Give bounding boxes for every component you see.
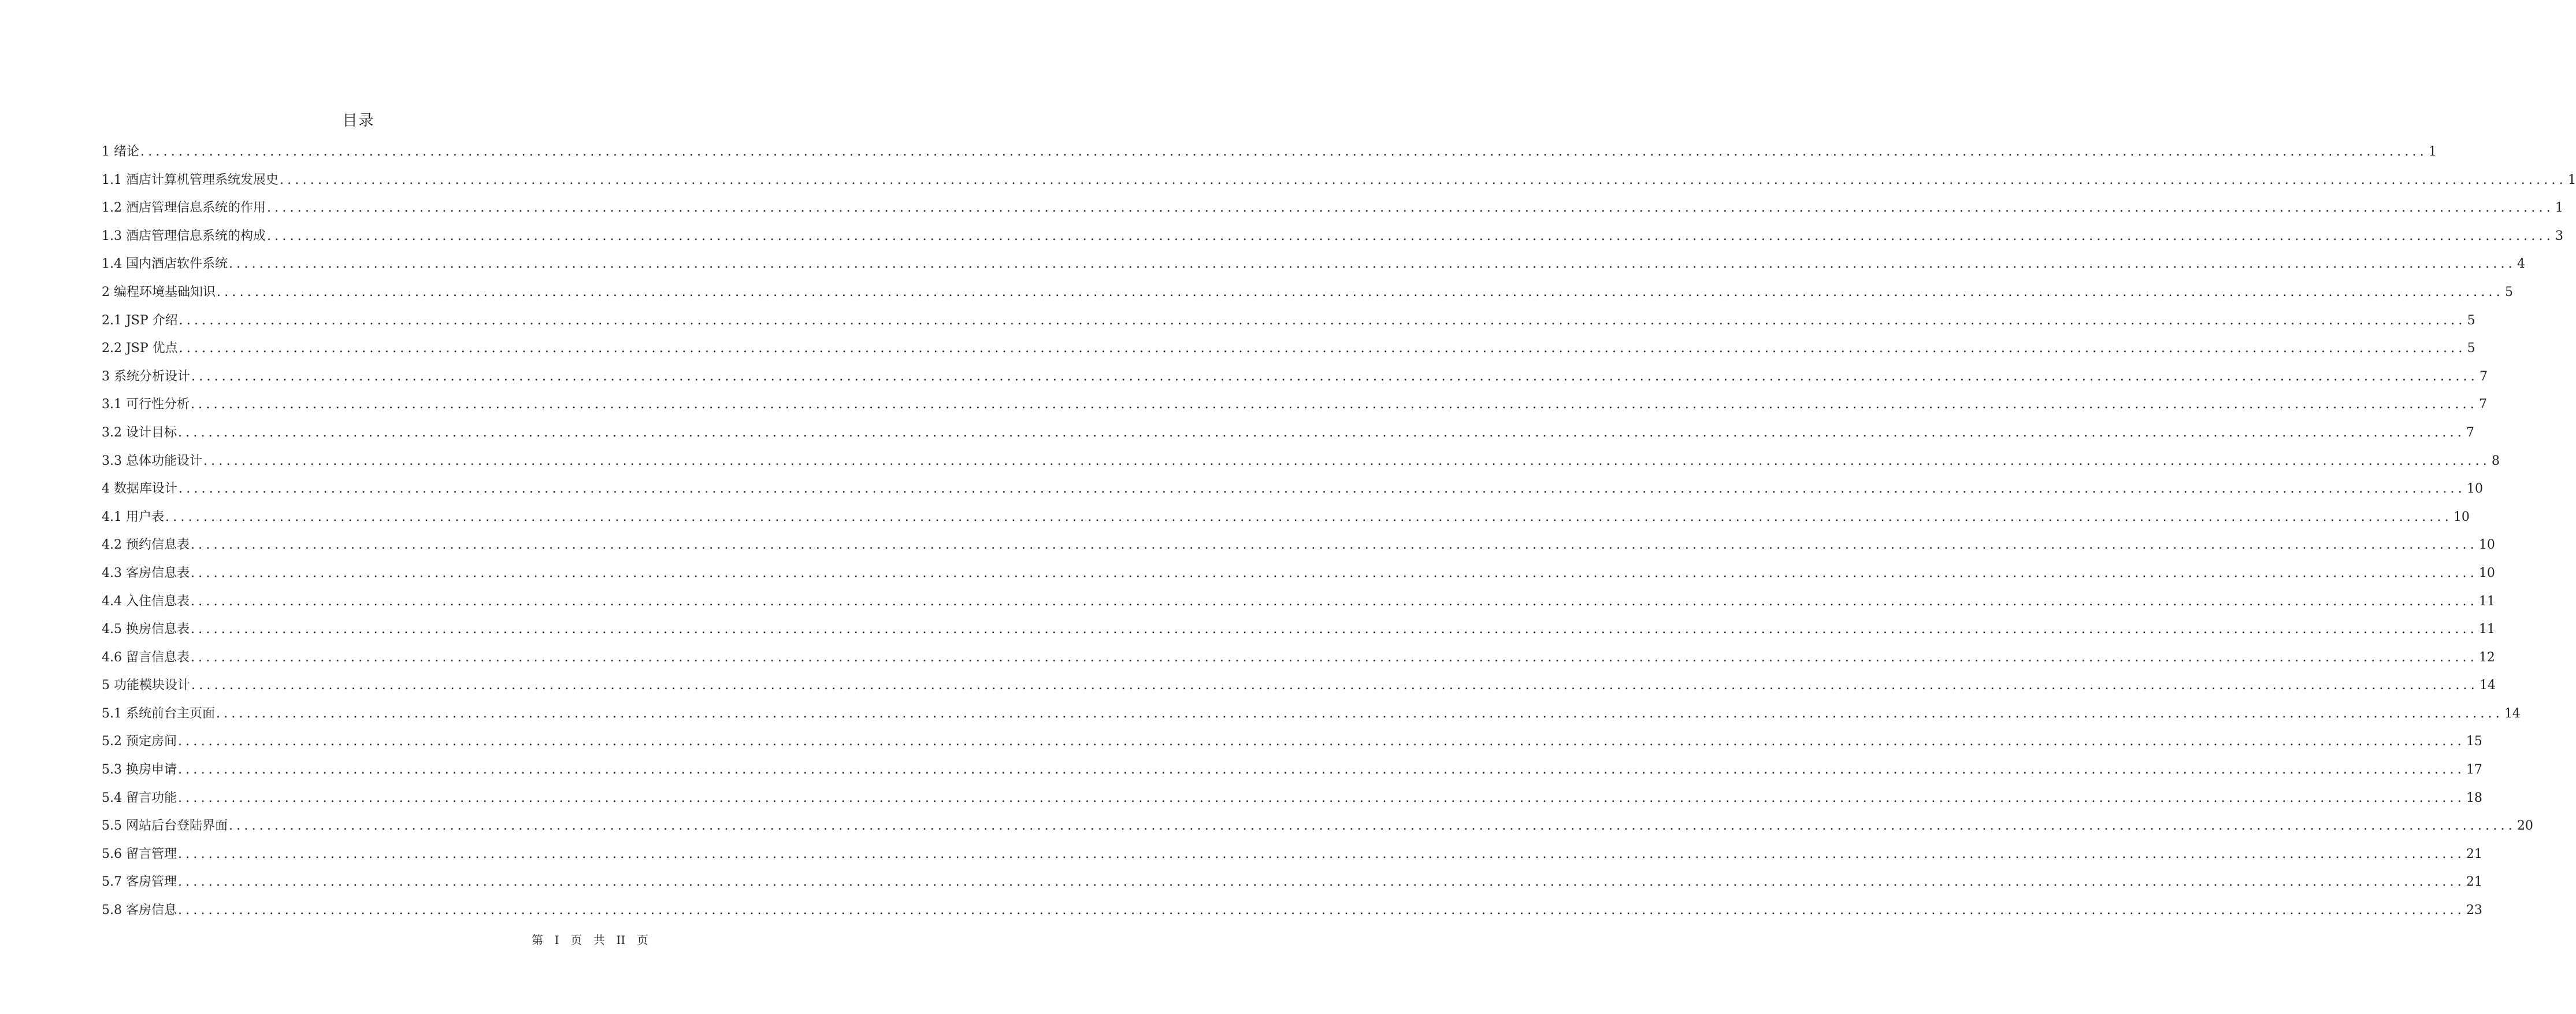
- toc-entry: [102, 677, 2496, 705]
- toc-entry-page: 5: [2467, 313, 2475, 328]
- toc-dot-leader: ............................................................................................................................................................................................................................................................................................................: [266, 228, 2554, 243]
- toc-dot-leader: ............................................................................................................................................................................................................................................................................................................: [179, 482, 2466, 497]
- toc-entry-label: 4 数据库设计: [102, 482, 177, 497]
- footer-total-number: II: [616, 933, 626, 947]
- toc-entry: [102, 396, 2487, 424]
- toc-entry-label: 3.3 总体功能设计: [102, 453, 202, 468]
- toc-entry-label: 5.7 客房管理: [102, 875, 177, 890]
- footer-page-number: I: [554, 933, 559, 947]
- toc-entry-label: 4.6 留言信息表: [102, 650, 190, 665]
- toc-dot-leader: ............................................................................................................................................................................................................................................................................................................: [190, 622, 2478, 637]
- toc-entry-page: 10: [2466, 482, 2483, 497]
- toc-entry: [102, 368, 2488, 397]
- toc-entry-label: 1.4 国内酒店软件系统: [102, 257, 228, 272]
- toc-entry-label: 3.2 设计目标: [102, 425, 177, 440]
- toc-dot-leader: ............................................................................................................................................................................................................................................................................................................: [177, 763, 2465, 778]
- toc-entry-label: 1.3 酒店管理信息系统的构成: [102, 228, 266, 243]
- toc-entry-label: 5.8 客房信息: [102, 903, 177, 918]
- toc-entry-page: 8: [2491, 453, 2500, 468]
- toc-entry: [102, 536, 2495, 565]
- toc-dot-leader: ............................................................................................................................................................................................................................................................................................................: [177, 846, 2465, 861]
- toc-dot-leader: ............................................................................................................................................................................................................................................................................................................: [228, 819, 2516, 834]
- toc-entry-page: 10: [2453, 509, 2470, 524]
- toc-entry: [102, 228, 2563, 256]
- toc-entry: [102, 312, 2475, 341]
- toc-entry-page: 11: [2478, 594, 2495, 609]
- toc-dot-leader: ............................................................................................................................................................................................................................................................................................................: [266, 201, 2554, 216]
- toc-entry: [102, 172, 2576, 200]
- toc-dot-leader: ............................................................................................................................................................................................................................................................................................................: [140, 145, 2427, 159]
- toc-entry-page: 15: [2466, 734, 2482, 749]
- toc-entry-label: 1 绪论: [102, 145, 139, 159]
- toc-entry-label: 5.3 换房申请: [102, 763, 177, 778]
- toc-dot-leader: ............................................................................................................................................................................................................................................................................................................: [177, 903, 2465, 918]
- toc-entry: [102, 480, 2483, 509]
- toc-entry: [102, 284, 2513, 312]
- toc-entry: [102, 874, 2482, 902]
- toc-entry-label: 1.1 酒店计算机管理系统发展史: [102, 172, 279, 187]
- toc-entry-page: 4: [2516, 257, 2525, 272]
- toc-entry-label: 2 编程环境基础知识: [102, 284, 216, 299]
- toc-entry-label: 3.1 可行性分析: [102, 397, 190, 412]
- toc-entry-page: 1: [2567, 172, 2576, 187]
- toc-entry-page: 7: [2479, 369, 2488, 384]
- toc-entry-page: 7: [2466, 425, 2474, 440]
- toc-entry-page: 21: [2466, 846, 2482, 861]
- toc-entry-page: 18: [2466, 790, 2482, 805]
- toc-entry-page: 5: [2504, 284, 2513, 299]
- footer-page-prefix: 第: [532, 933, 543, 947]
- toc-entry: [102, 846, 2482, 874]
- toc-entry: [102, 256, 2525, 284]
- toc-entry: [102, 733, 2482, 761]
- toc-dot-leader: ............................................................................................................................................................................................................................................................................................................: [228, 257, 2516, 272]
- toc-entry-page: 3: [2555, 228, 2563, 243]
- toc-entry: [102, 902, 2482, 930]
- toc-entry-page: 7: [2478, 397, 2487, 412]
- toc-dot-leader: ............................................................................................................................................................................................................................................................................................................: [165, 509, 2452, 524]
- footer-total-prefix: 共: [593, 933, 605, 947]
- toc-entry-label: 2.2 JSP 优点: [102, 341, 178, 356]
- toc-entry-page: 14: [2479, 678, 2496, 693]
- toc-entry: [102, 817, 2533, 846]
- toc-dot-leader: ............................................................................................................................................................................................................................................................................................................: [279, 172, 2567, 187]
- toc-entry: [102, 761, 2482, 790]
- toc-entry-label: 3 系统分析设计: [102, 369, 190, 384]
- toc-dot-leader: ............................................................................................................................................................................................................................................................................................................: [177, 875, 2465, 890]
- toc-dot-leader: ............................................................................................................................................................................................................................................................................................................: [177, 734, 2465, 749]
- toc-entry-page: 23: [2466, 903, 2482, 918]
- toc-dot-leader: ............................................................................................................................................................................................................................................................................................................: [203, 453, 2490, 468]
- toc-dot-leader: ............................................................................................................................................................................................................................................................................................................: [217, 284, 2504, 299]
- toc-entry: [102, 565, 2495, 593]
- toc-entry-label: 4.2 预约信息表: [102, 538, 190, 553]
- toc-entry: [102, 790, 2482, 818]
- toc-entry-page: 20: [2516, 819, 2533, 834]
- toc-entry-page: 1: [2555, 201, 2563, 216]
- toc-entry-page: 11: [2478, 622, 2495, 637]
- toc-entry: [102, 424, 2474, 453]
- toc-entry-page: 17: [2466, 763, 2482, 778]
- toc-entry-label: 4.3 客房信息表: [102, 565, 190, 580]
- toc-dot-leader: ............................................................................................................................................................................................................................................................................................................: [190, 397, 2478, 412]
- toc-entry-label: 4.1 用户表: [102, 509, 164, 524]
- page-title: 目录: [342, 112, 375, 129]
- toc-dot-leader: ............................................................................................................................................................................................................................................................................................................: [179, 313, 2466, 328]
- toc-entry-page: 10: [2478, 565, 2495, 580]
- page-footer: [532, 932, 648, 948]
- toc-dot-leader: ............................................................................................................................................................................................................................................................................................................: [191, 369, 2478, 384]
- toc-entry: [102, 340, 2475, 368]
- toc-dot-leader: ............................................................................................................................................................................................................................................................................................................: [190, 650, 2478, 665]
- toc-entry-label: 2.1 JSP 介绍: [102, 313, 178, 328]
- toc-entry-label: 1.2 酒店管理信息系统的作用: [102, 201, 266, 216]
- toc-entry-page: 12: [2478, 650, 2495, 665]
- toc-entry-page: 1: [2428, 145, 2437, 159]
- toc-entry-page: 10: [2478, 538, 2495, 553]
- toc-entry-label: 5.6 留言管理: [102, 846, 177, 861]
- toc-dot-leader: ............................................................................................................................................................................................................................................................................................................: [190, 538, 2478, 553]
- toc-entry: [102, 705, 2521, 734]
- toc-dot-leader: ............................................................................................................................................................................................................................................................................................................: [179, 341, 2466, 356]
- footer-total-suffix: 页: [637, 933, 648, 947]
- toc-entry: [102, 143, 2437, 172]
- toc-dot-leader: ............................................................................................................................................................................................................................................................................................................: [190, 594, 2478, 609]
- toc-dot-leader: ............................................................................................................................................................................................................................................................................................................: [191, 678, 2478, 693]
- toc-entry-label: 4.5 换房信息表: [102, 622, 190, 637]
- toc-entry: [102, 621, 2495, 649]
- toc-entry: [102, 593, 2495, 621]
- toc-entry-label: 5.5 网站后台登陆界面: [102, 819, 228, 834]
- toc-entry: [102, 649, 2495, 678]
- toc-dot-leader: ............................................................................................................................................................................................................................................................................................................: [190, 565, 2478, 580]
- toc-entry-page: 5: [2467, 341, 2475, 356]
- footer-page-suffix: 页: [570, 933, 582, 947]
- toc-dot-leader: ............................................................................................................................................................................................................................................................................................................: [216, 706, 2503, 721]
- toc-entry: [102, 453, 2500, 481]
- toc-entry: [102, 199, 2563, 228]
- toc-entry: [102, 509, 2470, 537]
- toc-entry-page: 21: [2466, 875, 2482, 890]
- toc-dot-leader: ............................................................................................................................................................................................................................................................................................................: [177, 425, 2465, 440]
- toc-dot-leader: ............................................................................................................................................................................................................................................................................................................: [177, 790, 2465, 805]
- toc-entry-page: 14: [2504, 706, 2521, 721]
- toc-entry-label: 5.4 留言功能: [102, 790, 177, 805]
- toc-entry-label: 4.4 入住信息表: [102, 594, 190, 609]
- toc-entry-label: 5.2 预定房间: [102, 734, 177, 749]
- toc-list: [102, 143, 2576, 930]
- toc-entry-label: 5 功能模块设计: [102, 678, 190, 693]
- toc-entry-label: 5.1 系统前台主页面: [102, 706, 215, 721]
